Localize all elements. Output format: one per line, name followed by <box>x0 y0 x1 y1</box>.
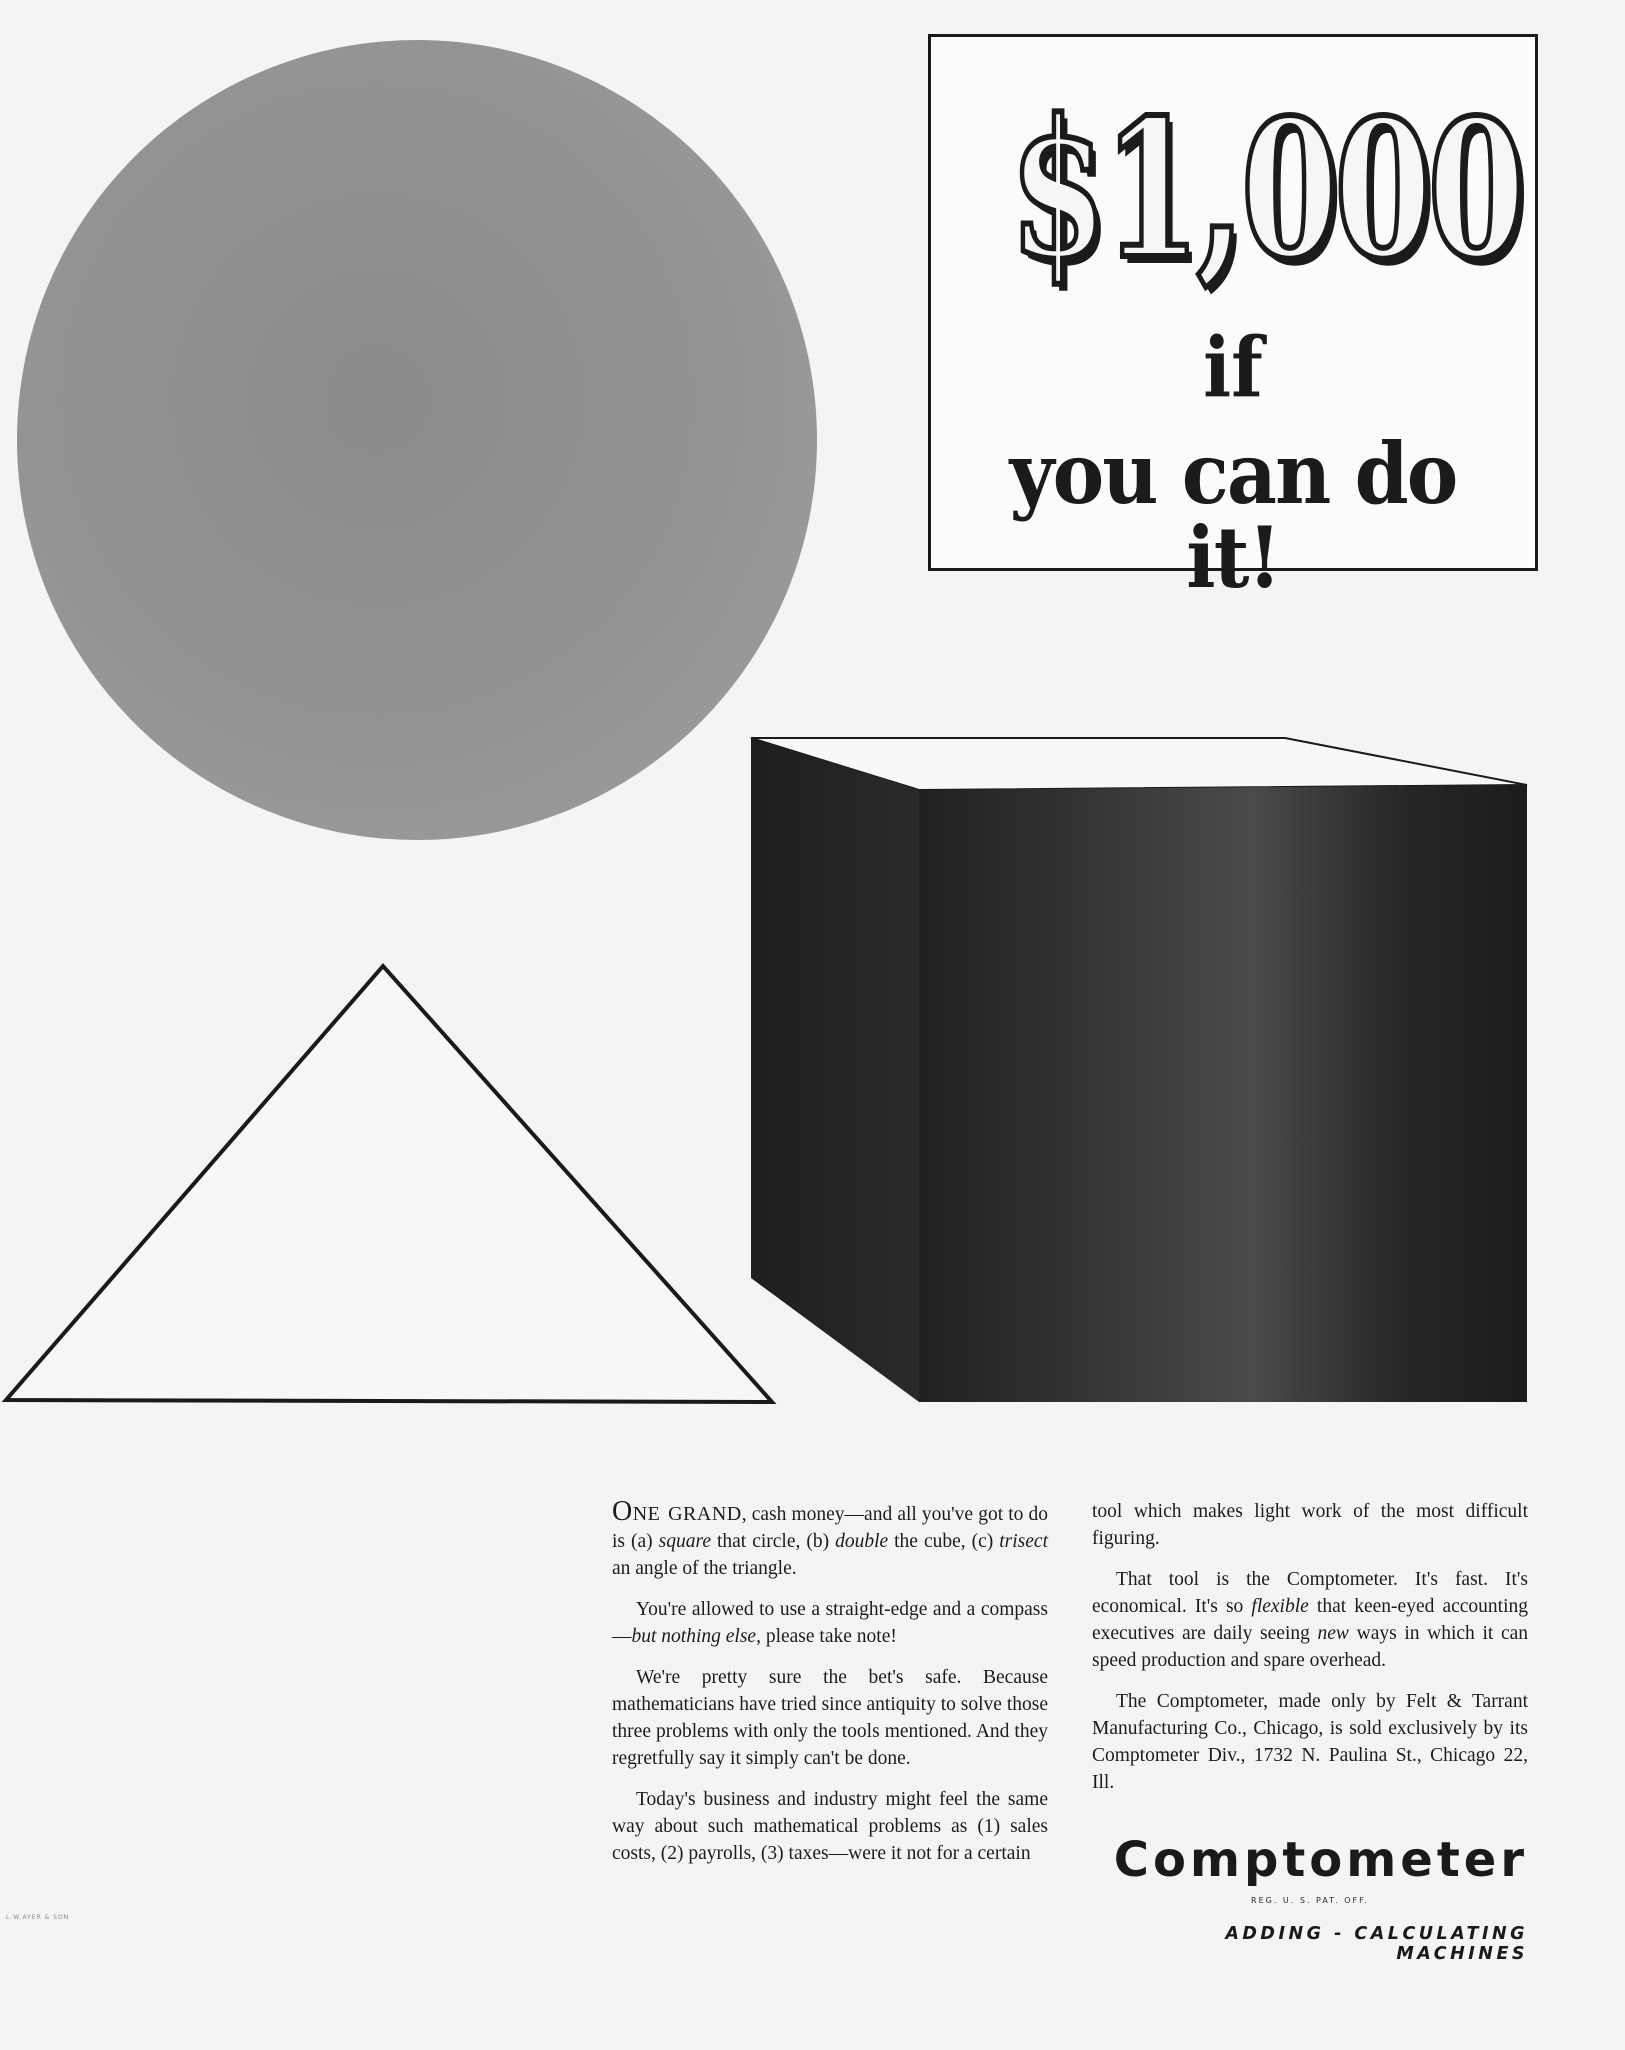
headline-if: if <box>1203 320 1263 416</box>
body-paragraph <box>612 1596 1048 1650</box>
text-run: , please take note! <box>756 1626 897 1647</box>
triangle-shape <box>6 966 772 1402</box>
body-paragraph: We're pretty sure the bet's safe. Because mathematicians have tried since antiquity to solve those three problems with only the tools mentioned. And they regretfully say it simply can't be done. <box>612 1667 1048 1769</box>
emphasis: square <box>658 1531 711 1552</box>
text-run: You're allowed to use a straight-edge and a compass— <box>612 1599 1048 1647</box>
cube-front-face <box>919 785 1527 1402</box>
text-run: ways in which it can speed production and spare overhead. <box>1092 1623 1529 1671</box>
lead-in: One grand <box>612 1496 742 1527</box>
headline-amount: $1,000 <box>1009 78 1521 301</box>
brand-tagline: ADDING - CALCULATING MACHINES <box>1225 1924 1528 1964</box>
cube-left-face <box>751 738 919 1402</box>
text-run: That tool is the Comptometer. It's fast. It's economical. It's so <box>1092 1569 1528 1617</box>
body-paragraph: Today's business and industry might feel the same way about such mathematical problems as (1) sales costs, (2) payrolls, (3) taxes—were it not for a certain <box>612 1789 1048 1864</box>
emphasis: new <box>1317 1623 1349 1644</box>
brand-registration: REG. U. S. PAT. OFF. <box>1251 1896 1369 1905</box>
emphasis: trisect <box>999 1531 1048 1552</box>
agency-credit: L.W.AYER & SON <box>6 1914 70 1921</box>
circle-shape <box>17 40 817 840</box>
cube-shape <box>751 738 1527 1402</box>
headline-box <box>928 34 1538 607</box>
emphasis: double <box>835 1531 889 1552</box>
body-paragraph <box>612 1498 1048 1582</box>
emphasis: flexible <box>1251 1596 1309 1617</box>
body-paragraph <box>1092 1566 1528 1674</box>
text-run: that keen-eyed accounting executives are daily seeing <box>1092 1596 1528 1644</box>
text-run: the cube, (c) <box>888 1531 1000 1552</box>
brand-logo: Comptometer <box>1113 1832 1528 1888</box>
emphasis: but nothing else <box>631 1626 757 1647</box>
body-paragraph: The Comptometer, made only by Felt & Tarrant Manufacturing Co., Chicago, is sold exclusively by its Comptometer Div., 1732 N. Paulina St., Chicago 22, Ill. <box>1092 1691 1528 1793</box>
text-run: , cash money—and all you've got to do is (a) <box>612 1504 1048 1552</box>
body-column-right <box>1092 1498 1528 1810</box>
text-run: that circle, (b) <box>710 1531 836 1552</box>
text-run: an angle of the triangle. <box>612 1558 797 1579</box>
headline-tagline: you can do it! <box>1009 424 1457 607</box>
body-column-left <box>612 1498 1048 1881</box>
body-paragraph: tool which makes light work of the most difficult figuring. <box>1092 1501 1528 1549</box>
